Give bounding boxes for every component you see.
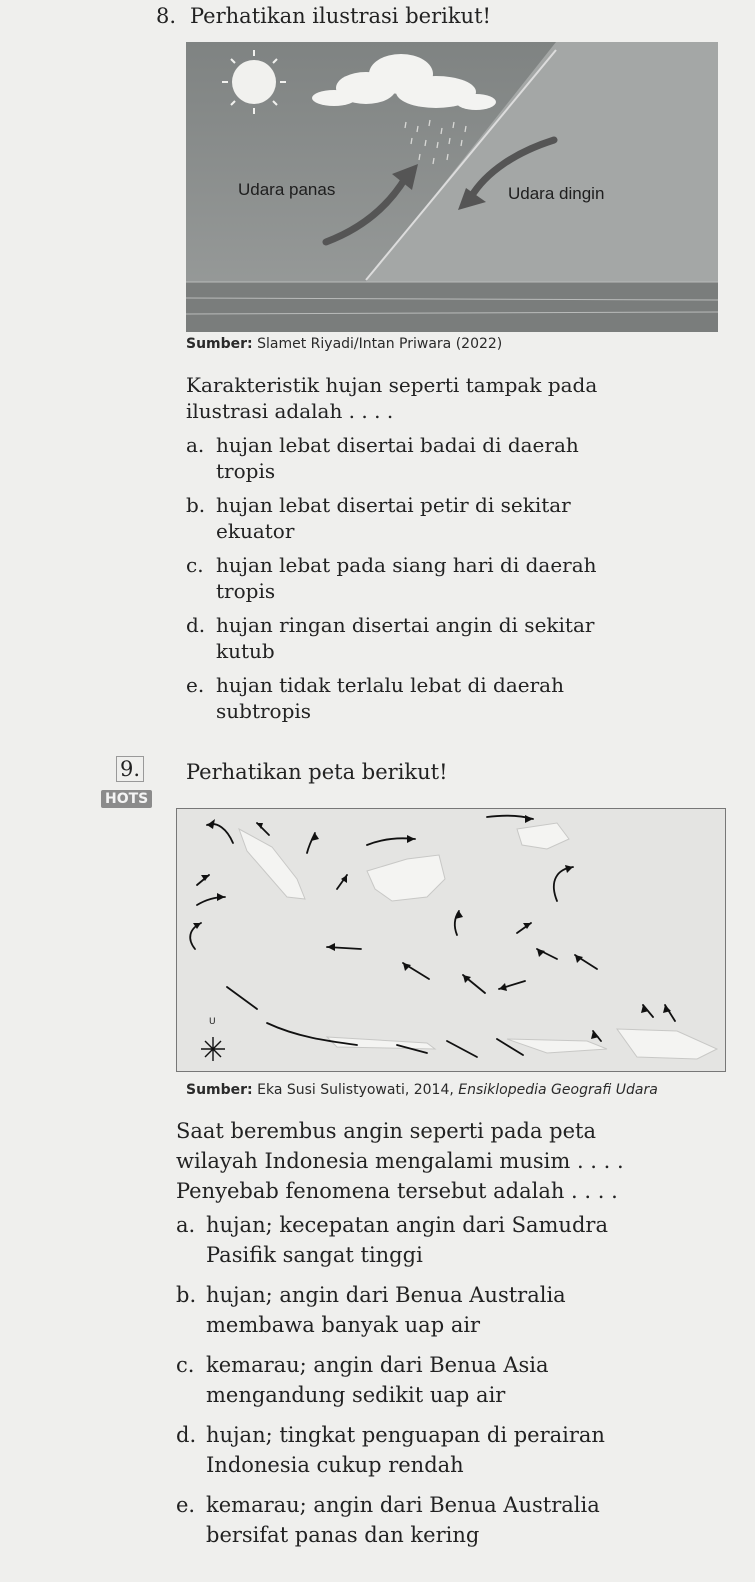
stem-line-2: ilustrasi adalah . . . . (186, 399, 394, 423)
option-9a[interactable] (176, 1210, 754, 1270)
warm-air-label: Udara panas (238, 180, 336, 199)
option-text-cont: subtropis (216, 699, 312, 723)
option-8a[interactable] (186, 432, 726, 484)
option-label: e. (186, 673, 205, 697)
option-9c[interactable] (176, 1350, 754, 1410)
figure-2-source (186, 1082, 658, 1098)
source-text: Slamet Riyadi/Intan Priwara (2022) (257, 336, 503, 352)
option-text-cont: membawa banyak uap air (206, 1313, 481, 1337)
option-8e[interactable] (186, 672, 726, 724)
option-8c[interactable] (186, 552, 726, 604)
option-9b[interactable] (176, 1280, 754, 1340)
question-9-number: 9. (116, 756, 144, 782)
option-label: d. (176, 1423, 197, 1447)
option-text-cont: bersifat panas dan kering (206, 1523, 480, 1547)
stem-line-3: Penyebab fenomena tersebut adalah . . . . (176, 1179, 618, 1203)
rain-illustration (186, 42, 718, 332)
option-text-cont: Pasifik sangat tinggi (206, 1243, 423, 1267)
option-text: hujan ringan disertai angin di sekitar (216, 613, 595, 637)
option-text-cont: tropis (216, 579, 276, 603)
option-8d[interactable] (186, 612, 726, 664)
option-text: kemarau; angin dari Benua Australia (206, 1493, 600, 1517)
option-text-cont: Indonesia cukup rendah (206, 1453, 464, 1477)
option-label: e. (176, 1493, 196, 1517)
option-text-cont: ekuator (216, 519, 295, 543)
option-text-cont: kutub (216, 639, 275, 663)
question-9-stem (176, 1116, 624, 1206)
wind-map-svg (177, 809, 725, 1071)
source-title: Ensiklopedia Geografi Udara (458, 1082, 658, 1098)
stem-line-1: Saat berembus angin seperti pada peta (176, 1119, 596, 1143)
question-8-stem (186, 372, 597, 424)
option-9d[interactable] (176, 1420, 754, 1480)
option-label: a. (186, 433, 205, 457)
option-label: c. (176, 1353, 195, 1377)
option-text: hujan tidak terlalu lebat di daerah (216, 673, 564, 697)
source-label: Sumber: (186, 1082, 253, 1098)
compass-north-label: U (209, 1017, 216, 1027)
cold-air-label: Udara dingin (508, 184, 605, 203)
option-text: hujan; tingkat penguapan di perairan (206, 1423, 605, 1447)
stem-line-2: wilayah Indonesia mengalami musim . . . . (176, 1149, 624, 1173)
option-text: hujan lebat disertai badai di daerah (216, 433, 579, 457)
stem-line-1: Karakteristik hujan seperti tampak pada (186, 373, 598, 397)
question-8-title: Perhatikan ilustrasi berikut! (190, 4, 491, 28)
figure-1-source (186, 336, 502, 352)
option-8b[interactable] (186, 492, 726, 544)
option-text: hujan; angin dari Benua Australia (206, 1283, 566, 1307)
hots-badge: HOTS (101, 790, 152, 808)
option-label: b. (186, 493, 206, 517)
question-8-options (186, 432, 726, 724)
option-label: b. (176, 1283, 197, 1307)
option-9e[interactable] (176, 1490, 754, 1550)
indonesia-wind-map (176, 808, 726, 1072)
option-label: c. (186, 553, 204, 577)
option-text: hujan lebat pada siang hari di daerah (216, 553, 597, 577)
question-9-options (176, 1210, 754, 1550)
option-text-cont: mengandung sedikit uap air (206, 1383, 506, 1407)
option-text: kemarau; angin dari Benua Asia (206, 1353, 549, 1377)
source-text: Eka Susi Sulistyowati, 2014, (257, 1082, 454, 1098)
option-text: hujan; kecepatan angin dari Samudra (206, 1213, 608, 1237)
option-text: hujan lebat disertai petir di sekitar (216, 493, 571, 517)
option-text-cont: tropis (216, 459, 276, 483)
question-8-number: 8. (156, 4, 177, 28)
source-label: Sumber: (186, 336, 253, 352)
option-label: a. (176, 1213, 196, 1237)
question-9-title: Perhatikan peta berikut! (186, 760, 448, 784)
option-label: d. (186, 613, 206, 637)
